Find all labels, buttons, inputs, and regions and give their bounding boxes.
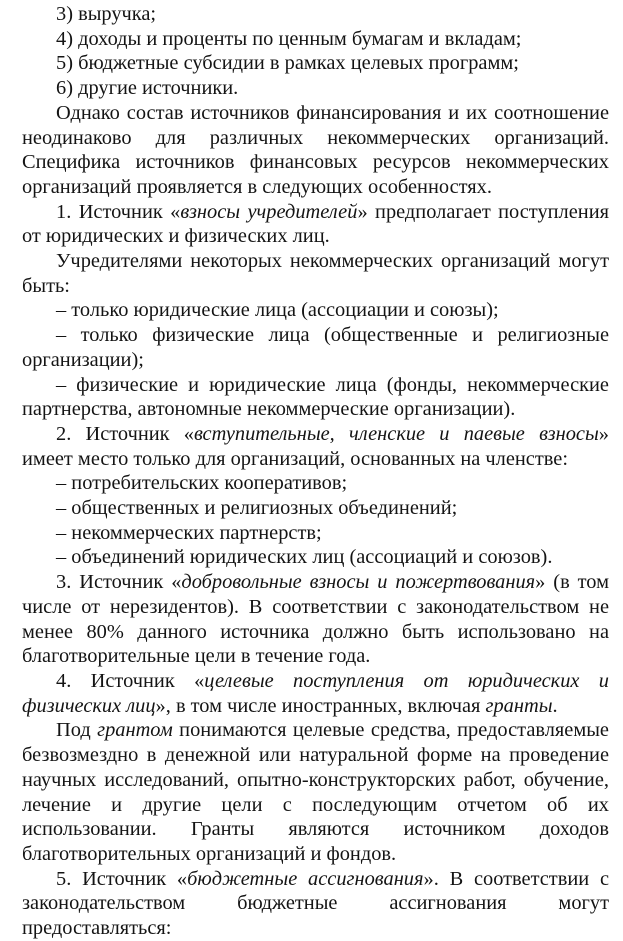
paragraph-item-3	[22, 570, 609, 669]
list-item: – объединений юридических лиц (ассоциаций и союзов).	[56, 546, 553, 569]
item-suffix: ». В соответствии с законодательством бюджетные ассигнования могут предоставляться:	[22, 867, 609, 940]
grant-term: грантом	[97, 719, 173, 742]
paragraph-grant	[22, 718, 609, 866]
item-suffix: .	[552, 694, 558, 717]
item-middle: », в том числе иностранных, включая	[155, 694, 486, 717]
list-item: 4) доходы и проценты по ценным бумагам и вкладам;	[56, 27, 522, 50]
list-item: – общественных и религиозных объединений;	[56, 497, 458, 520]
paragraph-item-4	[22, 669, 609, 718]
list-item: – только юридические лица (ассоциации и союзы);	[56, 299, 499, 322]
paragraph-item-2	[22, 422, 609, 471]
paragraph-item-5	[22, 867, 609, 941]
item-prefix: 1. Источник «	[56, 200, 181, 223]
list-item: – физические и юридические лица (фонды, некоммерческие партнерства, автономные некоммерческие организации).	[22, 373, 609, 421]
grant-prefix: Под	[56, 719, 98, 742]
item-term: вступительные, членские и паевые взносы	[193, 422, 599, 445]
list-item: 5) бюджетные субсидии в рамках целевых программ;	[56, 52, 519, 75]
grant-suffix: понимаются целевые средства, предоставляемые безвозмездно в денежной или натуральной форме на проведение научных исследований, опытно-конструкторских работ, обучение, лечение и другие цели с последующим отчетом об их использовании. Гранты являются источником доходов благотворительных организаций и фондов.	[22, 719, 609, 865]
item-suffix: » имеет место только для организаций, основанных на членстве:	[22, 422, 609, 470]
item-prefix: 4. Источник «	[56, 669, 205, 692]
item-term: добровольные взносы и пожертвования	[181, 571, 536, 594]
item-prefix: 2. Источник «	[56, 422, 194, 445]
item-suffix: » предполагает поступления от юридических и физических лиц.	[22, 200, 609, 248]
item-prefix: 5. Источник «	[56, 867, 188, 890]
list-item: – некоммерческих партнерств;	[56, 521, 322, 544]
paragraph-item-1	[22, 200, 609, 249]
item-term: бюджетные ассигнования	[187, 867, 424, 890]
item-prefix: 3. Источник «	[56, 571, 182, 594]
item-term: взносы учредителей	[180, 200, 358, 223]
list-item: – потребительских кооперативов;	[56, 472, 348, 495]
item-term-2: гранты	[485, 694, 553, 717]
item-suffix: » (в том числе от нерезидентов). В соответствии с законодательством не менее 80% данного источника должно быть использовано на благотворительные цели в течение года.	[22, 571, 609, 668]
list-item: 6) другие источники.	[56, 77, 239, 100]
item-term: целевые поступления от юридических и физических лиц	[22, 669, 609, 717]
list-item: – только физические лица (общественные и религиозные организации);	[22, 324, 609, 371]
paragraph-sources: Однако состав источников финансирования и их соотношение неодинаково для различных некоммерческих организаций. Специфика источников финансовых ресурсов некоммерческих организаций проявляется в следующих особенностях.	[22, 101, 609, 198]
list-item: 3) выручка;	[56, 3, 157, 25]
paragraph-founders-intro: Учредителями некоторых некоммерческих организаций могут быть:	[22, 250, 609, 297]
